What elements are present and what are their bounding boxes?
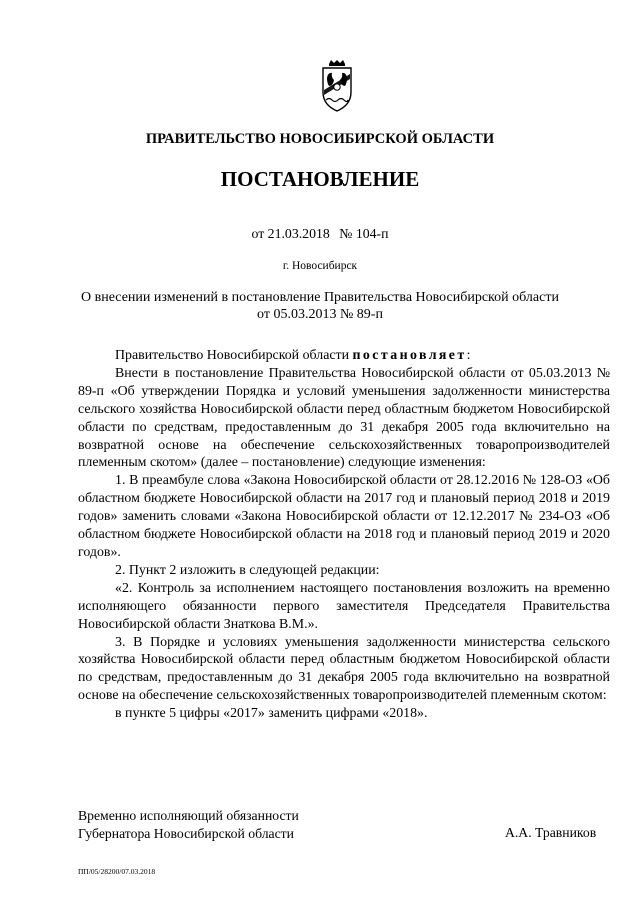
- paragraph-4: «2. Контроль за исполнением настоящего постановления возложить на временно исполняющего обязанности первого заместителя Председателя Правительства Новосибирской области Знаткова В.М.».: [78, 580, 610, 632]
- document-number: № 104-п: [339, 226, 389, 241]
- signatory-title-line-1: Временно исполняющий обязанности: [78, 808, 299, 823]
- document-subject: [0, 290, 640, 323]
- signatory-title: [78, 807, 299, 842]
- intro-verb: постановляет: [352, 348, 467, 363]
- intro-suffix: :: [466, 348, 471, 363]
- paragraph-2: 1. В преамбуле слова «Закона Новосибирской области от 28.12.2016 № 128-ОЗ «Об областном бюджете Новосибирской области на 2017 год и плановый период 2018 и 2019 годов» заменить словами «Закона Новосибирской области от 12.12.2017 № 234-ОЗ «Об областном бюджете Новосибирской области на 2018 год и плановый период 2019 и 2020 годов».: [78, 473, 610, 560]
- document-date: от 21.03.2018: [251, 226, 330, 241]
- subject-line-2: от 05.03.2013 № 89-п: [257, 306, 383, 322]
- intro-paragraph: [78, 347, 610, 365]
- document-date-number: [0, 226, 640, 242]
- paragraph-3: 2. Пункт 2 изложить в следующей редакции:: [115, 562, 380, 578]
- document-city: г. Новосибирск: [282, 260, 358, 272]
- signatory-name: А.А. Травников: [505, 825, 597, 840]
- paragraph-6: в пункте 5 цифры «2017» заменить цифрами «2018».: [115, 706, 428, 722]
- document-type: ПОСТАНОВЛЕНИЕ: [220, 167, 420, 191]
- organization-title: ПРАВИТЕЛЬСТВО НОВОСИБИРСКОЙ ОБЛАСТИ: [145, 131, 495, 147]
- document-body: [78, 347, 610, 723]
- paragraph-1: Внести в постановление Правительства Новосибирской области от 05.03.2013 № 89-п «Об утверждении Порядка и условий уменьшения задолженности министерства сельского хозяйства Новосибирской области перед областным бюджетом Новосибирской области по средствам, предоставленным до 31 декабря 2005 года включительно на возвратной основе на обеспечение сельскохозяйственных товаропроизводителей племенным скотом» (далее – постановление) следующие изменения:: [78, 365, 610, 471]
- document-code: ПП/05/28200/07.03.2018: [78, 867, 156, 876]
- subject-line-1: О внесении изменений в постановление Правительства Новосибирской области: [81, 290, 559, 305]
- coat-of-arms-icon: [317, 60, 357, 112]
- paragraph-5: 3. В Порядке и условиях уменьшения задолженности министерства сельского хозяйства Новосибирской области перед областным бюджетом Новосибирской области по средствам, предоставленным до 31 декабря 2005 года включительно на возвратной основе на обеспечение сельскохозяйственных товаропроизводителей племенным скотом:: [78, 634, 610, 704]
- signatory-title-line-2: Губернатора Новосибирской области: [78, 825, 294, 841]
- intro-prefix: Правительство Новосибирской области: [115, 348, 350, 363]
